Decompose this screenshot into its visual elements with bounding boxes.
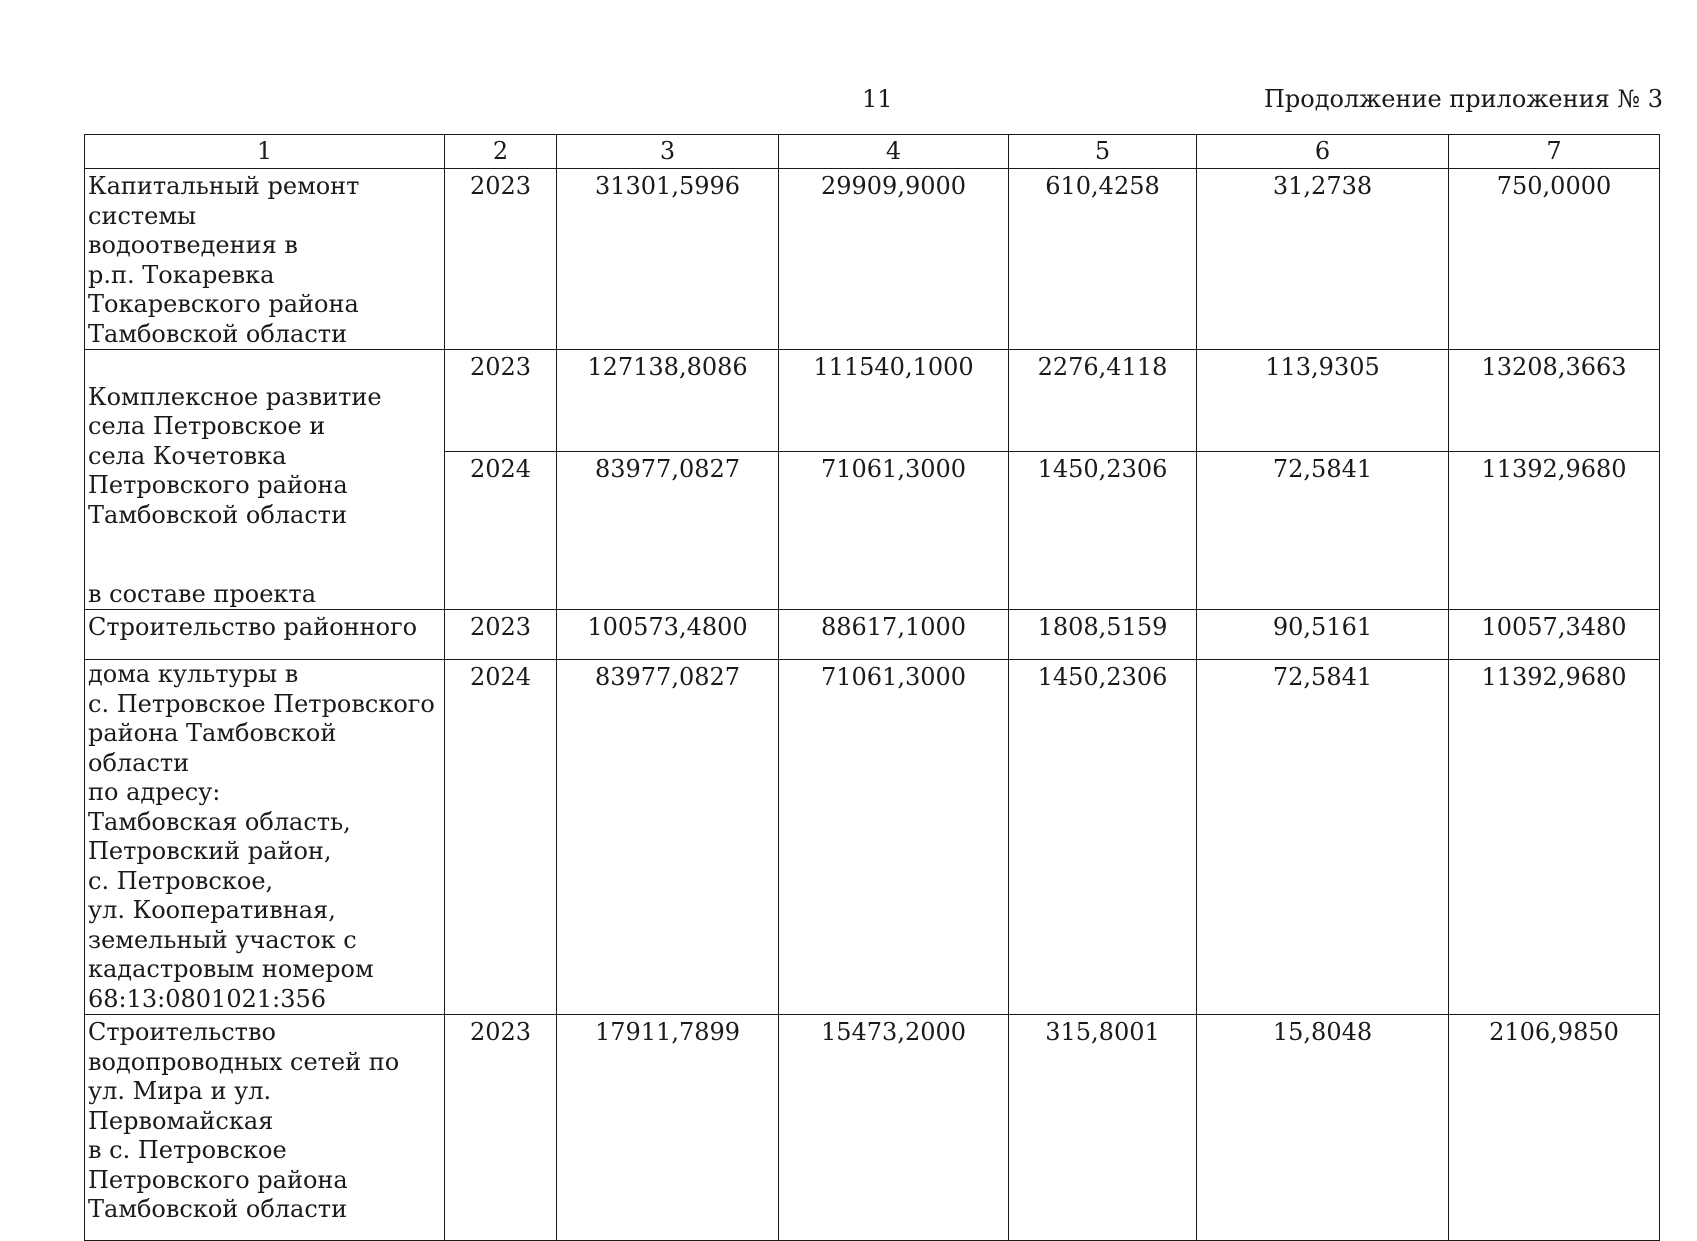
value-cell: 71061,3000 bbox=[779, 451, 1009, 609]
value-cell: 17911,7899 bbox=[557, 1015, 779, 1241]
year-cell: 2023 bbox=[445, 350, 557, 452]
year-cell: 2023 bbox=[445, 1015, 557, 1241]
project-name: Капитальный ремонт системы водоотведения в р.п. Токаревка Токаревского района Тамбовской области bbox=[85, 169, 445, 350]
value-cell: 111540,1000 bbox=[779, 350, 1009, 452]
column-header: 7 bbox=[1449, 135, 1660, 169]
value-cell: 127138,8086 bbox=[557, 350, 779, 452]
table-row bbox=[85, 1015, 1660, 1241]
value-cell: 750,0000 bbox=[1449, 169, 1660, 350]
value-cell: 90,5161 bbox=[1197, 610, 1449, 660]
value-cell: 11392,9680 bbox=[1449, 451, 1660, 609]
value-cell: 13208,3663 bbox=[1449, 350, 1660, 452]
project-name: Строительство районного bbox=[85, 610, 445, 660]
column-header: 4 bbox=[779, 135, 1009, 169]
project-name-note: в составе проекта bbox=[88, 579, 316, 608]
table-row bbox=[85, 169, 1660, 350]
value-cell: 10057,3480 bbox=[1449, 610, 1660, 660]
value-cell: 1450,2306 bbox=[1009, 660, 1197, 1015]
value-cell: 88617,1000 bbox=[779, 610, 1009, 660]
value-cell: 15473,2000 bbox=[779, 1015, 1009, 1241]
year-cell: 2024 bbox=[445, 660, 557, 1015]
value-cell: 2276,4118 bbox=[1009, 350, 1197, 452]
continuation-label: Продолжение приложения № 3 bbox=[1263, 85, 1663, 113]
table-row bbox=[85, 610, 1660, 660]
value-cell: 71061,3000 bbox=[779, 660, 1009, 1015]
year-cell: 2024 bbox=[445, 451, 557, 609]
value-cell: 1808,5159 bbox=[1009, 610, 1197, 660]
value-cell: 72,5841 bbox=[1197, 451, 1449, 609]
value-cell: 31301,5996 bbox=[557, 169, 779, 350]
value-cell: 2106,9850 bbox=[1449, 1015, 1660, 1241]
value-cell: 29909,9000 bbox=[779, 169, 1009, 350]
table-header-row bbox=[85, 135, 1660, 169]
value-cell: 72,5841 bbox=[1197, 660, 1449, 1015]
project-name-cell bbox=[85, 350, 445, 610]
value-cell: 83977,0827 bbox=[557, 660, 779, 1015]
column-header: 6 bbox=[1197, 135, 1449, 169]
appendix-table bbox=[84, 134, 1660, 1241]
value-cell: 11392,9680 bbox=[1449, 660, 1660, 1015]
value-cell: 1450,2306 bbox=[1009, 451, 1197, 609]
table-row bbox=[85, 660, 1660, 1015]
year-cell: 2023 bbox=[445, 169, 557, 350]
project-name-address: дома культуры в с. Петровское Петровского района Тамбовской области по адресу: Тамбовская область, Петровский район, с. Петровское, ул. Кооперативная, земельный участок с кадастровым номером 68:13:0801021:356 bbox=[85, 660, 445, 1015]
column-header: 2 bbox=[445, 135, 557, 169]
value-cell: 315,8001 bbox=[1009, 1015, 1197, 1241]
project-name: Строительство водопроводных сетей по ул. Мира и ул. Первомайская в с. Петровское Петровского района Тамбовской области bbox=[85, 1015, 445, 1241]
page-number: 11 bbox=[862, 85, 893, 113]
value-cell: 31,2738 bbox=[1197, 169, 1449, 350]
value-cell: 610,4258 bbox=[1009, 169, 1197, 350]
column-header: 5 bbox=[1009, 135, 1197, 169]
column-header: 1 bbox=[85, 135, 445, 169]
value-cell: 113,9305 bbox=[1197, 350, 1449, 452]
project-name: Комплексное развитие села Петровское и села Кочетовка Петровского района Тамбовской области bbox=[88, 382, 382, 529]
table-row bbox=[85, 350, 1660, 452]
year-cell: 2023 bbox=[445, 610, 557, 660]
value-cell: 15,8048 bbox=[1197, 1015, 1449, 1241]
column-header: 3 bbox=[557, 135, 779, 169]
value-cell: 100573,4800 bbox=[557, 610, 779, 660]
value-cell: 83977,0827 bbox=[557, 451, 779, 609]
